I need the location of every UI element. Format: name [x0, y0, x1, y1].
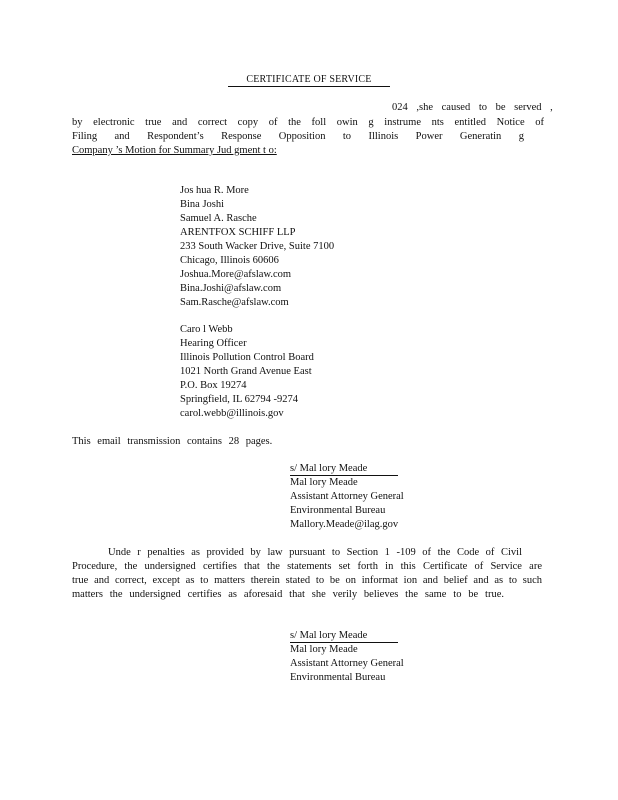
address-line: Springfield, IL 62794 -9274: [180, 394, 299, 405]
signature-line: s/ Mal lory Meade: [290, 463, 368, 474]
signer-name: Mal lory Meade: [290, 644, 358, 655]
document-title: CERTIFICATE OF SERVICE: [228, 74, 390, 87]
signer-title: Assistant Attorney General: [290, 658, 404, 669]
signer-bureau: Environmental Bureau: [290, 672, 386, 683]
email-link[interactable]: Sam.Rasche@afslaw.com: [180, 297, 289, 308]
intro-line-1: 024 ,she caused to be served ,: [392, 102, 553, 113]
address-line: Jos hua R. More: [180, 185, 249, 196]
email-link[interactable]: Joshua.More@afslaw.com: [180, 269, 292, 280]
signature-block-1: [290, 462, 404, 532]
signer-name: Mal lory Meade: [290, 477, 358, 488]
signature-rule: [290, 642, 398, 643]
intro-line-4: Company ’s Motion for Summary Jud gment t o:: [72, 145, 277, 156]
signer-bureau: Environmental Bureau: [290, 505, 386, 516]
signature-line: s/ Mal lory Meade: [290, 630, 368, 641]
address-line: Caro l Webb: [180, 324, 233, 335]
certification-line-4: matters the undersigned certifies as aforesaid that she verily believes the same to be true.: [72, 589, 504, 600]
page-count-statement: This email transmission contains 28 pages.: [72, 436, 273, 447]
recipient-block-1: [180, 184, 334, 310]
signer-title: Assistant Attorney General: [290, 491, 404, 502]
address-line: 233 South Wacker Drive, Suite 7100: [180, 241, 335, 252]
signature-block-2: [290, 629, 404, 685]
address-line: P.O. Box 19274: [180, 380, 247, 391]
address-line: ARENTFOX SCHIFF LLP: [180, 227, 296, 238]
address-line: Samuel A. Rasche: [180, 213, 257, 224]
address-line: Bina Joshi: [180, 199, 225, 210]
recipient-block-2: [180, 323, 314, 421]
signature-rule: [290, 475, 398, 476]
certification-line-3: true and correct, except as to matters therein stated to be on informat ion and belief and as to such: [72, 575, 542, 586]
intro-line-3: Filing and Respondent’s Response Opposition to Illinois Power Generatin g: [72, 131, 524, 142]
address-line: Hearing Officer: [180, 338, 247, 349]
address-line: Illinois Pollution Control Board: [180, 352, 314, 363]
certification-line-2: Procedure, the undersigned certifies that the statements set forth in this Certificate of Service are: [72, 561, 542, 572]
intro-line-2: by electronic true and correct copy of the foll owin g instrume nts entitled Notice of: [72, 117, 544, 128]
email-link[interactable]: carol.webb@illinois.gov: [180, 408, 284, 419]
email-link[interactable]: Bina.Joshi@afslaw.com: [180, 283, 282, 294]
address-line: Chicago, Illinois 60606: [180, 255, 279, 266]
certification-line-1: Unde r penalties as provided by law pursuant to Section 1 -109 of the Code of Civil: [108, 547, 522, 558]
email-link[interactable]: Mallory.Meade@ilag.gov: [290, 519, 399, 530]
address-line: 1021 North Grand Avenue East: [180, 366, 312, 377]
